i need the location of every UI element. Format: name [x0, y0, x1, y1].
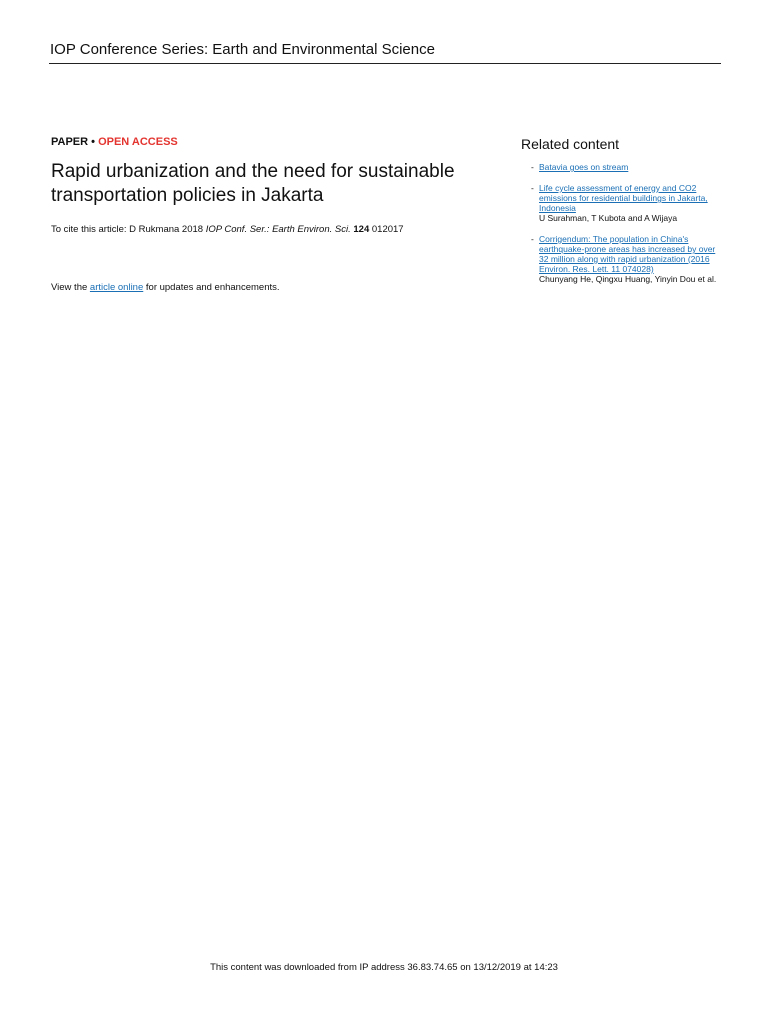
related-link[interactable]: Batavia goes on stream: [539, 162, 629, 172]
open-access-label: OPEN ACCESS: [98, 136, 178, 148]
related-item: [531, 234, 719, 284]
header-divider: [49, 63, 721, 64]
citation-article-number: 012017: [371, 224, 404, 235]
article-online-link[interactable]: article online: [89, 282, 144, 293]
related-item: [531, 183, 719, 223]
citation-journal: IOP Conf. Ser.: Earth Environ. Sci.: [205, 224, 351, 235]
citation-prefix: To cite this article: D Rukmana 2018: [51, 224, 204, 235]
paper-type-label: PAPER: [51, 136, 89, 148]
paper-label: [51, 136, 178, 148]
journal-header: IOP Conference Series: Earth and Environmental Science: [50, 41, 435, 58]
download-footer: This content was downloaded from IP address 36.83.74.65 on 13/12/2019 at 14:23: [210, 962, 558, 973]
related-authors: U Surahman, T Kubota and A Wijaya: [539, 213, 678, 223]
citation-line: [51, 224, 404, 235]
list-dash: -: [531, 162, 534, 172]
list-dash: -: [531, 183, 534, 193]
related-content-heading: Related content: [521, 136, 620, 152]
label-separator: •: [91, 136, 96, 148]
related-item: [531, 162, 719, 172]
related-link[interactable]: Life cycle assessment of energy and CO2 emissions for residential buildings in Jakarta, Indonesia: [539, 183, 708, 213]
related-authors: Chunyang He, Qingxu Huang, Yinyin Dou et al.: [539, 274, 717, 284]
list-dash: -: [531, 234, 534, 244]
related-content-list: [531, 162, 719, 295]
view-online-line: [51, 282, 280, 293]
view-suffix: for updates and enhancements.: [145, 282, 280, 293]
article-title: Rapid urbanization and the need for sustainable transportation policies in Jakarta: [51, 161, 455, 206]
citation-volume: 124: [353, 224, 370, 235]
view-prefix: View the: [51, 282, 88, 293]
related-link[interactable]: Corrigendum: The population in China's earthquake-prone areas has increased by over 32 million along with rapid urbanization (2016 Environ. Res. Lett. 11 074028): [539, 234, 716, 274]
